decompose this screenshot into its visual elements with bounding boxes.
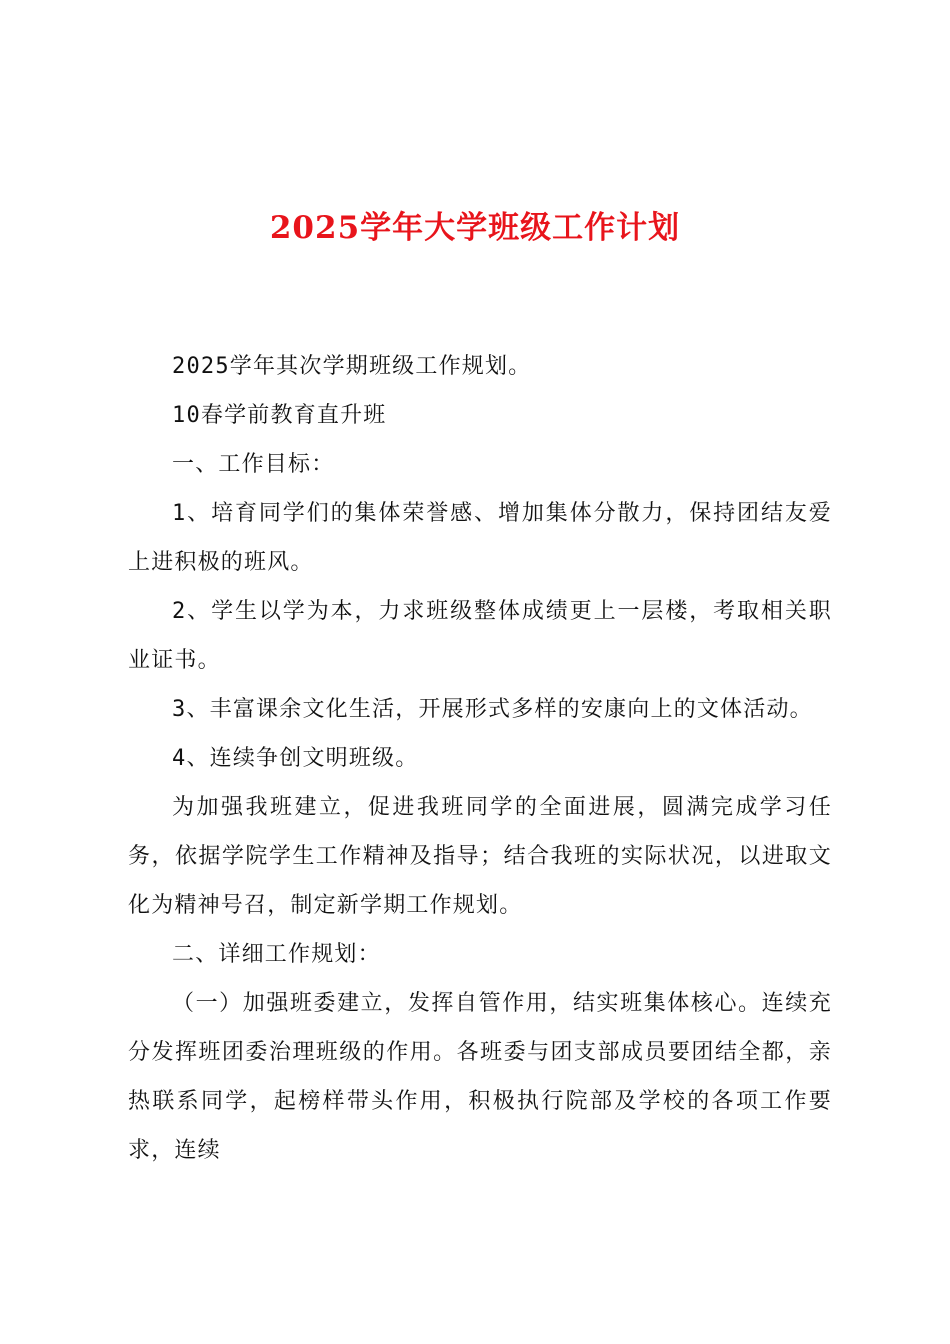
paragraph-goal-1: 1、培育同学们的集体荣誉感、增加集体分散力，保持团结友爱上进积极的班风。 bbox=[128, 501, 832, 575]
paragraph-class-name: 10春学前教育直升班 bbox=[172, 403, 387, 428]
paragraph-semester-plan: 2025学年其次学期班级工作规划。 bbox=[172, 354, 532, 379]
heading-work-goals: 一、工作目标： bbox=[172, 452, 335, 477]
document-title: 2025学年大学班级工作计划 bbox=[269, 210, 681, 246]
paragraph-goal-2: 2、学生以学为本，力求班级整体成绩更上一层楼，考取相关职业证书。 bbox=[128, 599, 832, 673]
heading-detailed-plan: 二、详细工作规划： bbox=[172, 942, 381, 967]
paragraph-plan-1: （一）加强班委建立，发挥自管作用，结实班集体核心。连续充分发挥班团委治理班级的作用。各班委与团支部成员要团结全都，亲热联系同学，起榜样带头作用，积极执行院部及学校的各项工作要求，连续 bbox=[128, 991, 832, 1163]
paragraph-goal-3: 3、丰富课余文化生活，开展形式多样的安康向上的文体活动。 bbox=[172, 697, 813, 722]
paragraph-introduction: 为加强我班建立，促进我班同学的全面进展，圆满完成学习任务，依据学院学生工作精神及指导；结合我班的实际状况，以进取文化为精神号召，制定新学期工作规划。 bbox=[128, 795, 832, 918]
document-body bbox=[128, 342, 832, 1175]
paragraph-goal-4: 4、连续争创文明班级。 bbox=[172, 746, 419, 771]
